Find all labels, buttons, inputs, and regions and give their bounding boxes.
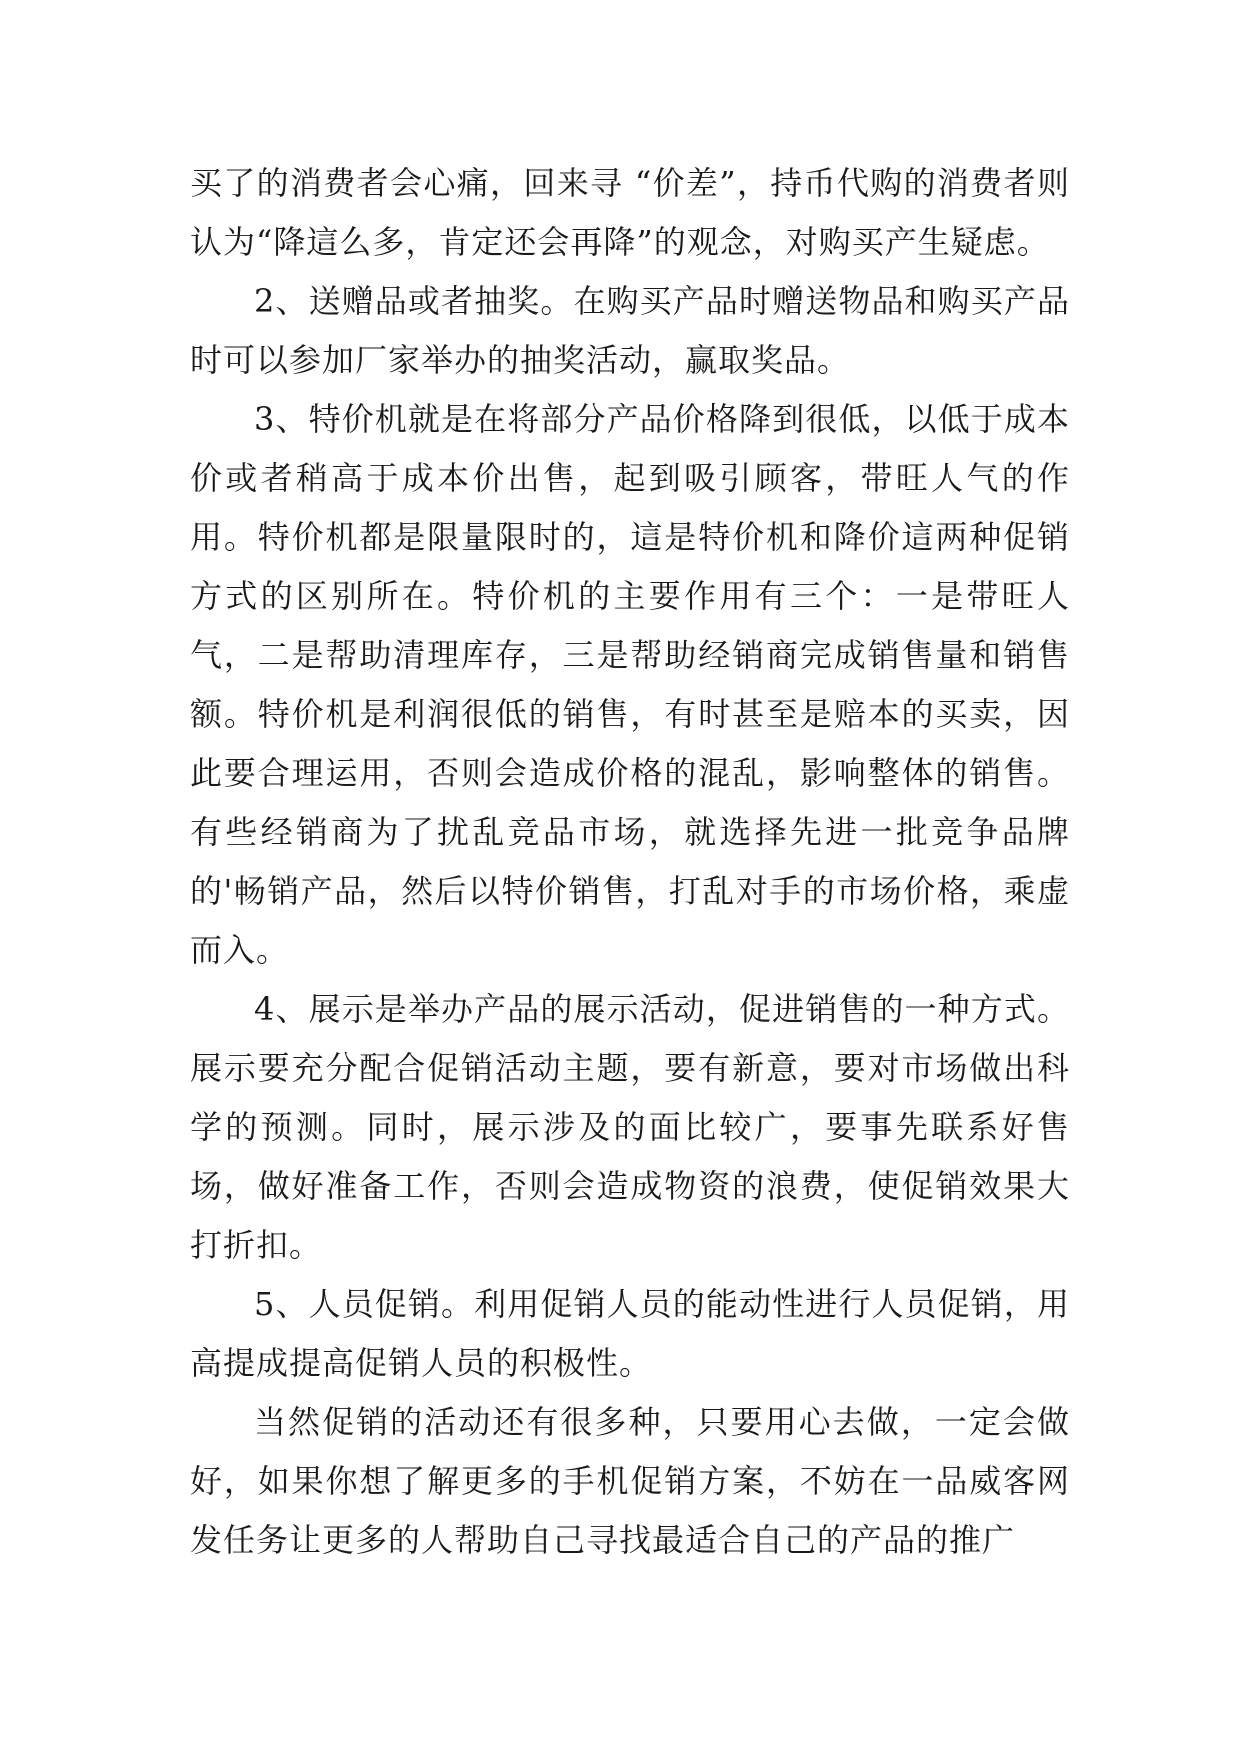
paragraph-item-3: 3、特价机就是在将部分产品价格降到很低，以低于成本价或者稍高于成本价出售，起到吸引顾客，带旺人气的作用。特价机都是限量限时的，這是特价机和降价這两种促销方式的区别所在。特价机的主要作用有三个：一是带旺人气，二是帮助清理库存，三是帮助经销商完成销售量和销售额。特价机是利润很低的销售，有时甚至是赔本的买卖，因此要合理运用，否则会造成价格的混乱，影响整体的销售。有些经销商为了扰乱竞品市场，就选择先进一批竞争品牌的'畅销产品，然后以特价销售，打乱对手的市场价格，乘虚而入。 xyxy=(190,400,1070,969)
paragraph-item-2: 2、送赠品或者抽奖。在购买产品时赠送物品和购买产品时可以参加厂家举办的抽奖活动，赢取奖品。 xyxy=(190,282,1070,379)
paragraph-conclusion: 当然促销的活动还有很多种，只要用心去做，一定会做好，如果你想了解更多的手机促销方案，不妨在一品威客网发任务让更多的人帮助自己寻找最适合自己的产品的推广 xyxy=(190,1403,1070,1559)
paragraph-item-4: 4、展示是举办产品的展示活动，促进销售的一种方式。展示要充分配合促销活动主题，要有新意，要对市场做出科学的预测。同时，展示涉及的面比较广，要事先联系好售场，做好准备工作，否则会造成物资的浪费，使促销效果大打折扣。 xyxy=(190,990,1070,1264)
paragraph-continuation: 买了的消费者会心痛，回来寻 “价差”，持币代购的消费者则认为“降這么多，肯定还会再降”的观念，对购买产生疑虑。 xyxy=(190,164,1070,261)
document-body xyxy=(190,154,1070,1570)
paragraph-item-5: 5、人员促销。利用促销人员的能动性进行人员促销，用高提成提高促销人员的积极性。 xyxy=(190,1285,1070,1382)
